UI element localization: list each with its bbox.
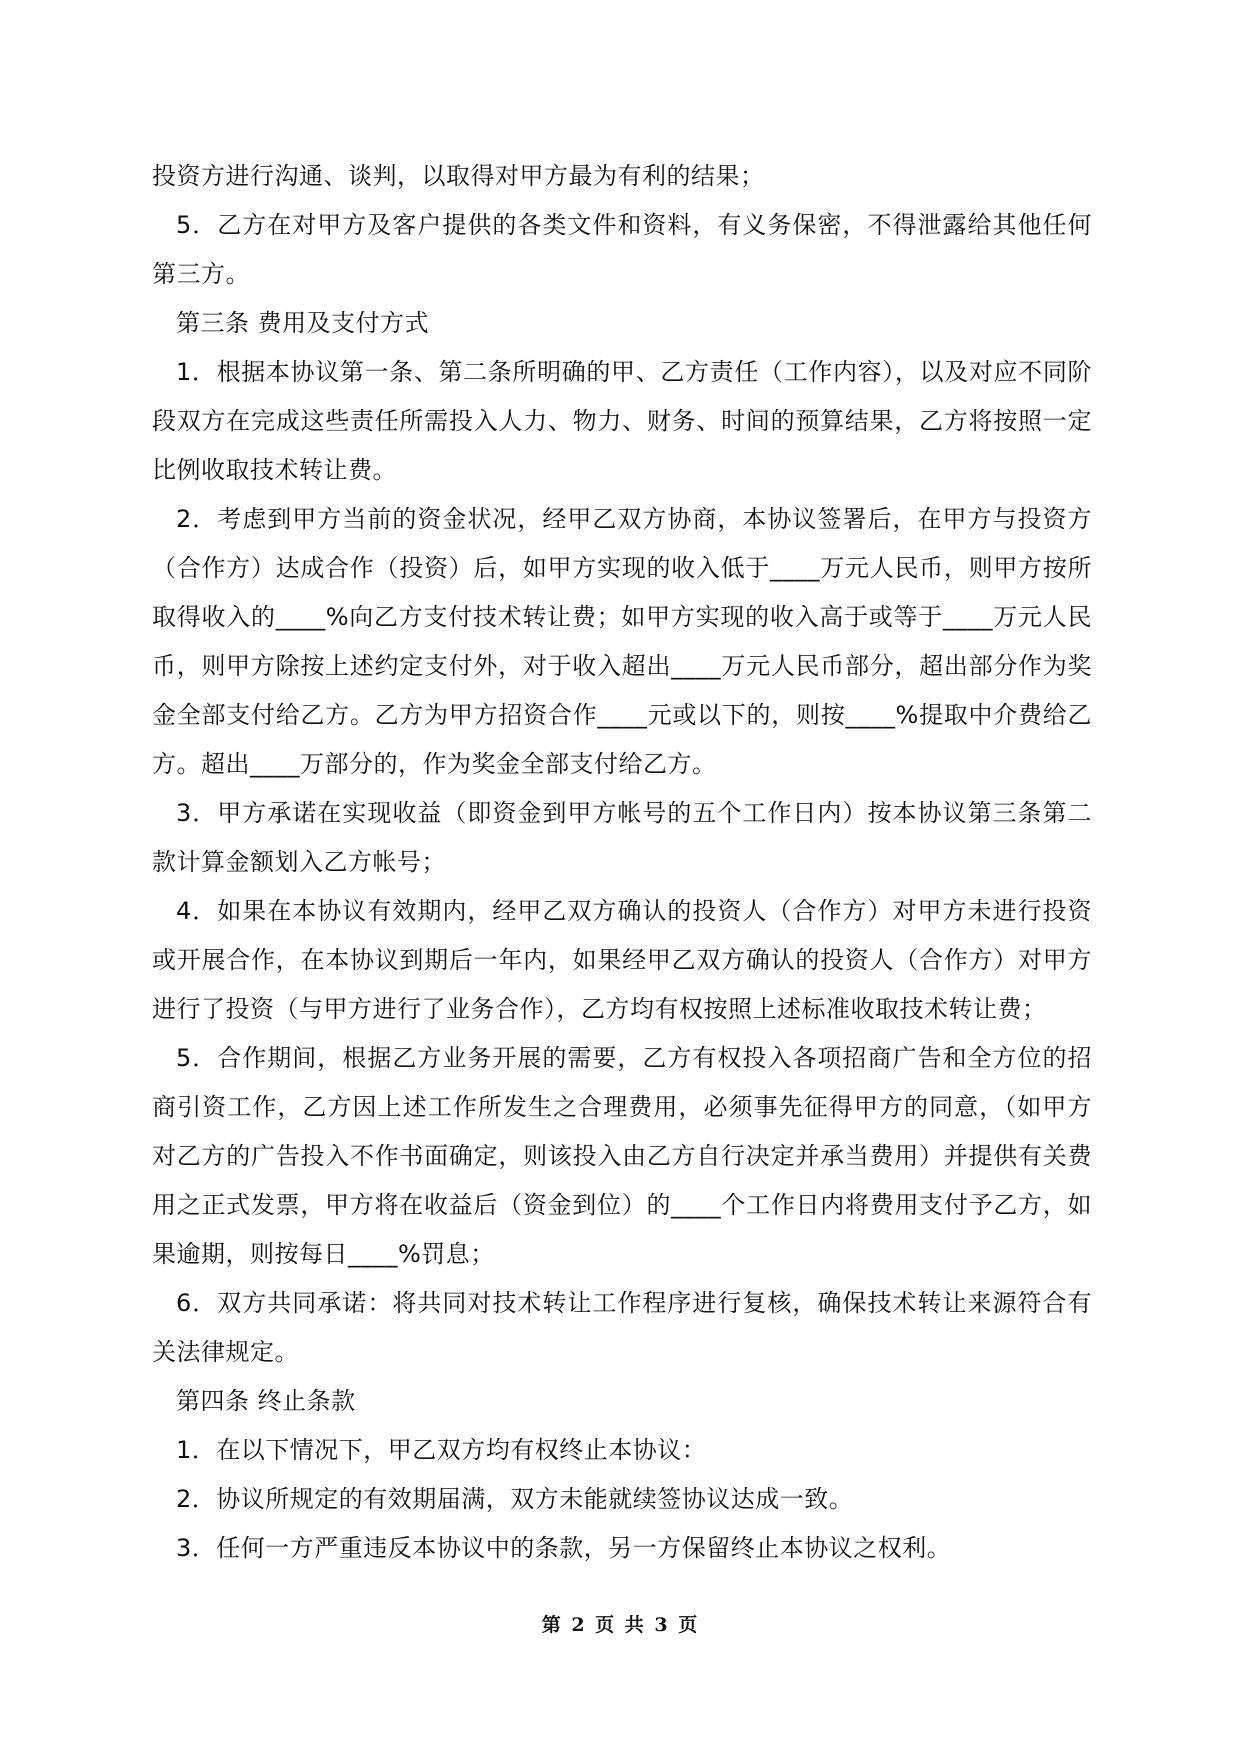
paragraph-item: 2．考虑到甲方当前的资金状况，经甲乙双方协商，本协议签署后，在甲方与投资方（合作方）达成合作（投资）后，如甲方实现的收入低于____万元人民币，则甲方按所取得收入的____%向乙方支付技术转让费；如甲方实现的收入高于或等于____万元人民币，则甲方除按上述约定支付外，对于收入超出____万元人民币部分，超出部分作为奖金全部支付给乙方。乙方为甲方招资合作____元或以下的，则按____%提取中介费给乙方。超出____万部分的，作为奖金全部支付给乙方。 bbox=[152, 505, 1092, 778]
paragraph-item: 5．乙方在对甲方及客户提供的各类文件和资料，有义务保密，不得泄露给其他任何第三方。 bbox=[152, 211, 1092, 288]
paragraph-item: 6．双方共同承诺：将共同对技术转让工作程序进行复核，确保技术转让来源符合有关法律规定。 bbox=[152, 1289, 1092, 1366]
paragraph-item: 2．协议所规定的有效期届满，双方未能就续签协议达成一致。 bbox=[176, 1485, 854, 1513]
paragraph-item: 5．合作期间，根据乙方业务开展的需要，乙方有权投入各项招商广告和全方位的招商引资工作，乙方因上述工作所发生之合理费用，必须事先征得甲方的同意，（如甲方对乙方的广告投入不作书面确定，则该投入由乙方自行决定并承当费用）并提供有关费用之正式发票，甲方将在收益后（资金到位）的____个工作日内将费用支付予乙方，如果逾期，则按每日____%罚息； bbox=[152, 1044, 1092, 1268]
paragraph-item: 1．在以下情况下，甲乙双方均有权终止本协议： bbox=[176, 1436, 707, 1464]
document-body bbox=[152, 152, 1092, 1573]
page-number-footer: 第 2 页 共 3 页 bbox=[541, 1614, 700, 1636]
section-heading: 第四条 终止条款 bbox=[176, 1387, 356, 1415]
paragraph-item: 1．根据本协议第一条、第二条所明确的甲、乙方责任（工作内容），以及对应不同阶段双方在完成这些责任所需投入人力、物力、财务、时间的预算结果，乙方将按照一定比例收取技术转让费。 bbox=[152, 358, 1092, 484]
paragraph-item: 3．任何一方严重违反本协议中的条款，另一方保留终止本协议之权利。 bbox=[176, 1534, 952, 1562]
paragraph-item: 3．甲方承诺在实现收益（即资金到甲方帐号的五个工作日内）按本协议第三条第二款计算金额划入乙方帐号； bbox=[152, 799, 1092, 876]
section-heading: 第三条 费用及支付方式 bbox=[176, 309, 430, 337]
paragraph-item: 4．如果在本协议有效期内，经甲乙双方确认的投资人（合作方）对甲方未进行投资或开展合作，在本协议到期后一年内，如果经甲乙双方确认的投资人（合作方）对甲方进行了投资（与甲方进行了业务合作），乙方均有权按照上述标准收取技术转让费； bbox=[152, 897, 1092, 1023]
paragraph-continuation: 投资方进行沟通、谈判，以取得对甲方最为有利的结果； bbox=[152, 162, 765, 190]
